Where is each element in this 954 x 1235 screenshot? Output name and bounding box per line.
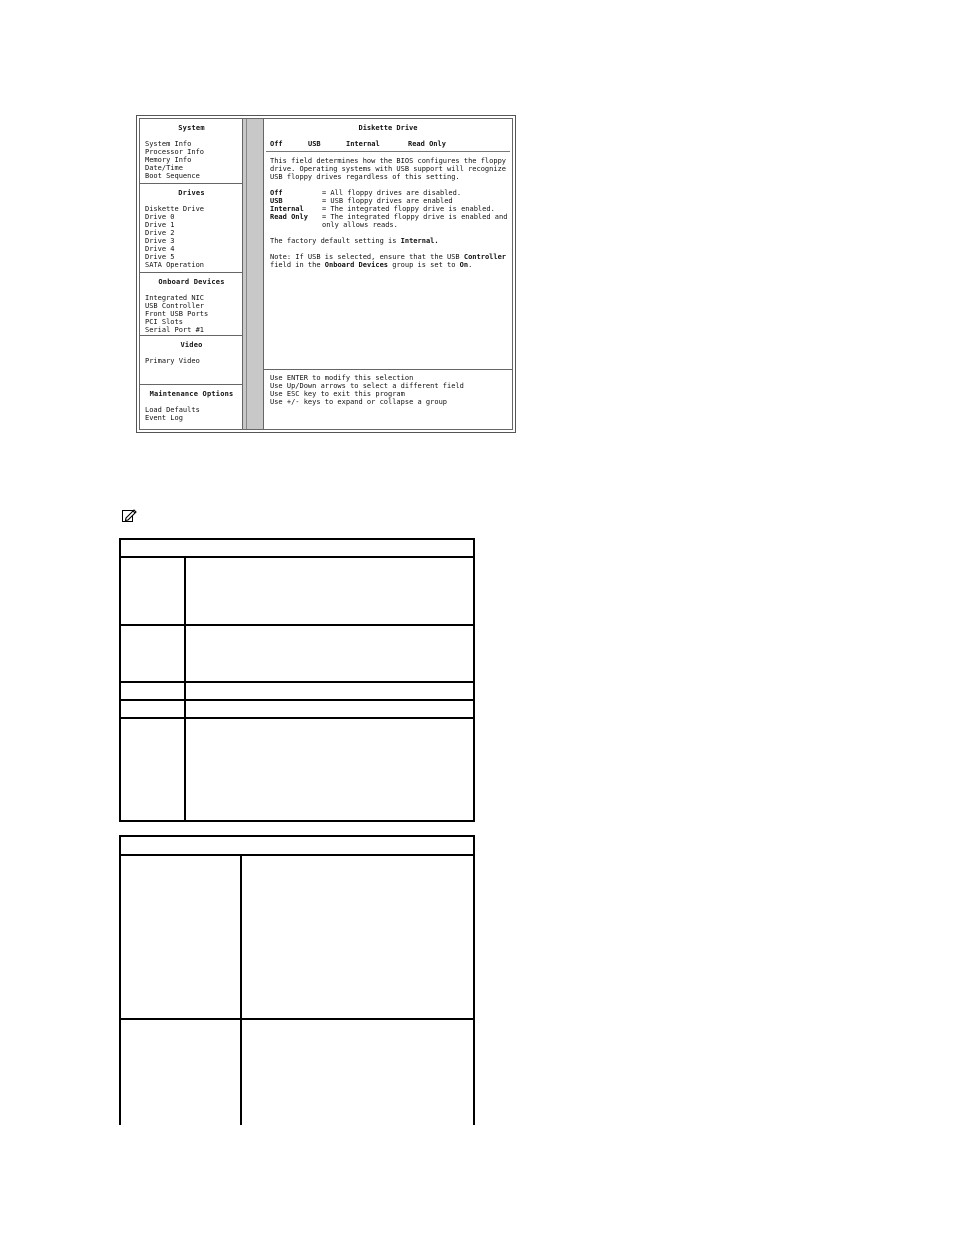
- help-text: [270, 374, 464, 406]
- menu-item-processor-info[interactable]: Processor Info: [145, 148, 205, 156]
- definition-text: = USB floppy drives are enabled: [322, 197, 453, 205]
- menu-item-system-info[interactable]: System Info: [145, 140, 192, 148]
- option-off[interactable]: Off: [270, 140, 283, 148]
- table-header-rule: [121, 556, 473, 558]
- menu-item-sata-operation[interactable]: SATA Operation: [145, 261, 205, 269]
- help-line: Use Up/Down arrows to select a different field: [270, 382, 464, 390]
- menu-item-drive-0[interactable]: Drive 0: [145, 213, 175, 221]
- definition-term: USB: [270, 197, 283, 205]
- menu-group-drives: [140, 184, 243, 273]
- table-row-rule: [121, 1018, 473, 1020]
- menu-item-load-defaults[interactable]: Load Defaults: [145, 406, 200, 414]
- menu-item-diskette-drive[interactable]: Diskette Drive: [145, 205, 205, 213]
- definition-term: Read Only: [270, 213, 308, 221]
- note-mid2: group is set to: [388, 261, 460, 269]
- options-table-2: [119, 835, 475, 1125]
- menu-item-serial-port-1[interactable]: Serial Port #1: [145, 326, 205, 334]
- menu-item-memory-info[interactable]: Memory Info: [145, 156, 192, 164]
- menu-item-date-time[interactable]: Date/Time: [145, 164, 183, 172]
- note-bold-on: On: [459, 261, 469, 269]
- menu-group-video: [140, 336, 243, 385]
- detail-title: Diskette Drive: [358, 124, 418, 132]
- usb-note-text: [270, 253, 510, 269]
- menu-item-drive-3[interactable]: Drive 3: [145, 237, 175, 245]
- menu-group-title: Maintenance Options: [149, 390, 234, 398]
- menu-group-title: System: [178, 124, 205, 132]
- option-usb[interactable]: USB: [308, 140, 321, 148]
- menu-item-event-log[interactable]: Event Log: [145, 414, 183, 422]
- table-row-rule: [121, 624, 473, 626]
- menu-group-title: Video: [180, 341, 203, 349]
- note-bold-onboard-devices: Onboard Devices: [324, 261, 389, 269]
- bios-scrollbar[interactable]: [243, 119, 264, 429]
- menu-item-primary-video[interactable]: Primary Video: [145, 357, 200, 365]
- options-table-1: [119, 538, 475, 822]
- definition-text: = The integrated floppy drive is enabled.: [322, 205, 495, 213]
- menu-group-onboard-devices: [140, 273, 243, 336]
- help-line: Use +/- keys to expand or collapse a group: [270, 398, 448, 406]
- definition-term: Off: [270, 189, 283, 197]
- table-header-rule: [121, 854, 473, 856]
- menu-item-front-usb-ports[interactable]: Front USB Ports: [145, 310, 209, 318]
- option-list: [270, 140, 446, 148]
- menu-item-usb-controller[interactable]: USB Controller: [145, 302, 205, 310]
- menu-item-drive-2[interactable]: Drive 2: [145, 229, 175, 237]
- option-internal[interactable]: Internal: [346, 140, 380, 148]
- menu-group-title: Drives: [178, 189, 205, 197]
- definition-term: Internal: [270, 205, 304, 213]
- menu-item-integrated-nic[interactable]: Integrated NIC: [145, 294, 205, 302]
- option-read-only[interactable]: Read Only: [408, 140, 446, 148]
- bios-detail-panel: [264, 119, 512, 429]
- table-row-rule: [121, 699, 473, 701]
- description-text: This field determines how the BIOS configures the floppy drive. Operating systems with USB support will recognize USB floppy drives regardless of this setting.: [270, 157, 507, 181]
- note-end: .: [468, 261, 473, 269]
- menu-group-title: Onboard Devices: [158, 278, 225, 286]
- table-column-rule: [184, 557, 186, 820]
- note-mid: field in the: [270, 261, 325, 269]
- definition-list: [270, 189, 510, 229]
- divider: [264, 369, 512, 370]
- table-row-rule: [121, 681, 473, 683]
- menu-item-drive-5[interactable]: Drive 5: [145, 253, 175, 261]
- menu-group-system: [140, 119, 243, 184]
- menu-item-pci-slots[interactable]: PCI Slots: [145, 318, 183, 326]
- table-row-rule: [121, 717, 473, 719]
- table-column-rule: [240, 855, 242, 1125]
- default-prefix: The factory default setting is: [270, 237, 401, 245]
- help-line: Use ESC key to exit this program: [270, 390, 405, 398]
- definition-text: = The integrated floppy drive is enabled and only allows reads.: [322, 213, 508, 229]
- menu-item-boot-sequence[interactable]: Boot Sequence: [145, 172, 200, 180]
- note-bold-controller: Controller: [463, 253, 507, 261]
- help-line: Use ENTER to modify this selection: [270, 374, 414, 382]
- menu-item-drive-1[interactable]: Drive 1: [145, 221, 175, 229]
- detail-description: [270, 157, 510, 277]
- bios-menu-panel: [140, 119, 243, 429]
- bios-setup-screenshot: [136, 115, 516, 433]
- definition-text: = All floppy drives are disabled.: [322, 189, 462, 197]
- pencil-note-icon: [121, 507, 137, 523]
- default-value: Internal.: [400, 237, 439, 245]
- note-prefix: Note: If USB is selected, ensure that the USB: [270, 253, 464, 261]
- divider: [266, 151, 510, 152]
- menu-group-maintenance-options: [140, 385, 243, 422]
- menu-item-drive-4[interactable]: Drive 4: [145, 245, 175, 253]
- default-setting-text: [270, 237, 510, 245]
- bios-frame: [139, 118, 513, 430]
